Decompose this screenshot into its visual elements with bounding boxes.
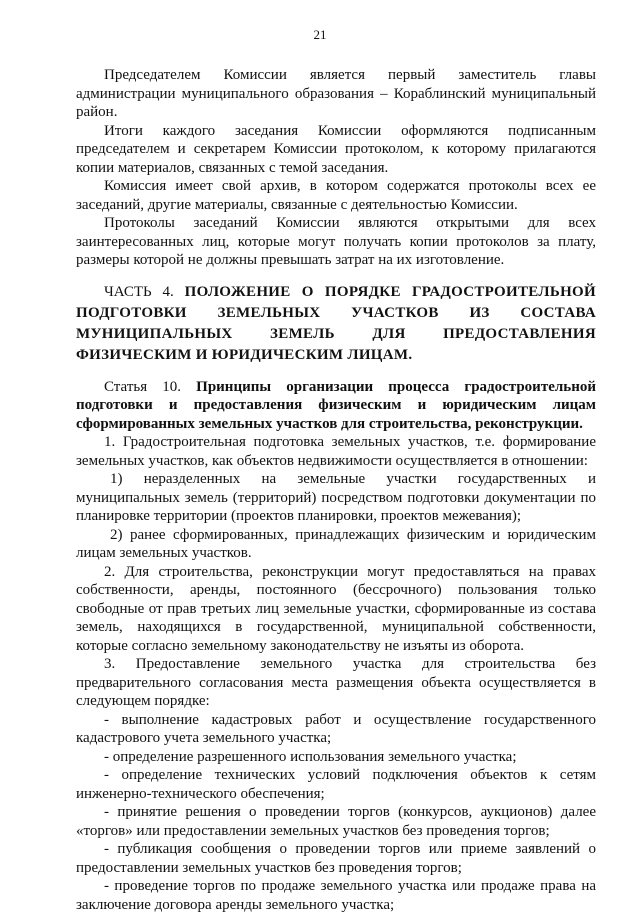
page-number: 21 [313,27,327,42]
paragraph: 3. Предоставление земельного участка для строительства без предварительного согласования места размещения объекта осуществляется в следующем порядке: [76,656,596,709]
list-item: - публикация сообщения о проведении торгов или приеме заявлений о предоставлении земельных участков без проведения торгов; [76,841,596,876]
article-prefix: Статья 10. [104,378,197,395]
paragraph: 2) ранее сформированных, принадлежащих физическим и юридическим лицам земельных участков. [76,526,596,561]
paragraph: 1) неразделенных на земельные участки государственных и муниципальных земель (территорий) посредством подготовки документации по планировке территории (проектов планировки, проектов межевания); [76,471,596,524]
paragraph: Итоги каждого заседания Комиссии оформляются подписанным председателем и секретарем Комиссии протоколом, к которому прилагаются копии материалов, связанных с темой заседания. [76,122,596,176]
paragraph: Протоколы заседаний Комиссии являются открытыми для всех заинтересованных лиц, которые могут получать копии протоколов за плату, размеры которой не должны превышать затрат на их изготовление. [76,215,596,268]
list-item: - проведение торгов по продаже земельного участка или продаже права на заключение договора аренды земельного участка; [76,878,596,913]
part-heading [76,282,596,366]
part-prefix: ЧАСТЬ 4. [104,283,185,300]
article-heading [76,378,596,434]
page-content [76,66,596,914]
list-item: - определение технических условий подключения объектов к сетям инженерно-технического обеспечения; [76,767,596,802]
paragraph: 1. Градостроительная подготовка земельных участков, т.е. формирование земельных участков, как объектов недвижимости осуществляется в отношении: [76,434,596,469]
list-item: - принятие решения о проведении торгов (конкурсов, аукционов) далее «торгов» или предоставлении земельных участков без проведения торгов; [76,804,596,839]
list-item: - определение разрешенного использования земельного участка; [104,748,517,765]
part-title: ПОЛОЖЕНИЕ О ПОРЯДКЕ ГРАДОСТРОИТЕЛЬНОЙ ПОДГОТОВКИ ЗЕМЕЛЬНЫХ УЧАСТКОВ ИЗ СОСТАВА МУНИЦИПАЛЬНЫХ ЗЕМЕЛЬ ДЛЯ ПРЕДОСТАВЛЕНИЯ ФИЗИЧЕСКИМ И ЮРИДИЧЕСКИМ ЛИЦАМ. [76,283,596,363]
paragraph: Председателем Комиссии является первый заместитель главы администрации муниципального образования – Кораблинский муниципальный район. [76,67,596,120]
article-title: Принципы организации процесса градостроительной подготовки и предоставления физическим и юридическим лицам сформированных земельных участков для строительства, реконструкции. [76,378,596,432]
paragraph: 2. Для строительства, реконструкции могут предоставляться на правах собственности, аренды, постоянного (бессрочного) пользования только свободные от прав третьих лиц земельные участки, сформированные из состава земель, находящихся в государственной, муниципальной собственности, которые согласно земельному законодательству не изъяты из оборота. [76,563,596,654]
paragraph: Комиссия имеет свой архив, в котором содержатся протоколы всех ее заседаний, другие материалы, связанные с деятельностью Комиссии. [76,178,596,213]
list-item: - выполнение кадастровых работ и осуществление государственного кадастрового учета земельного участка; [76,711,596,746]
